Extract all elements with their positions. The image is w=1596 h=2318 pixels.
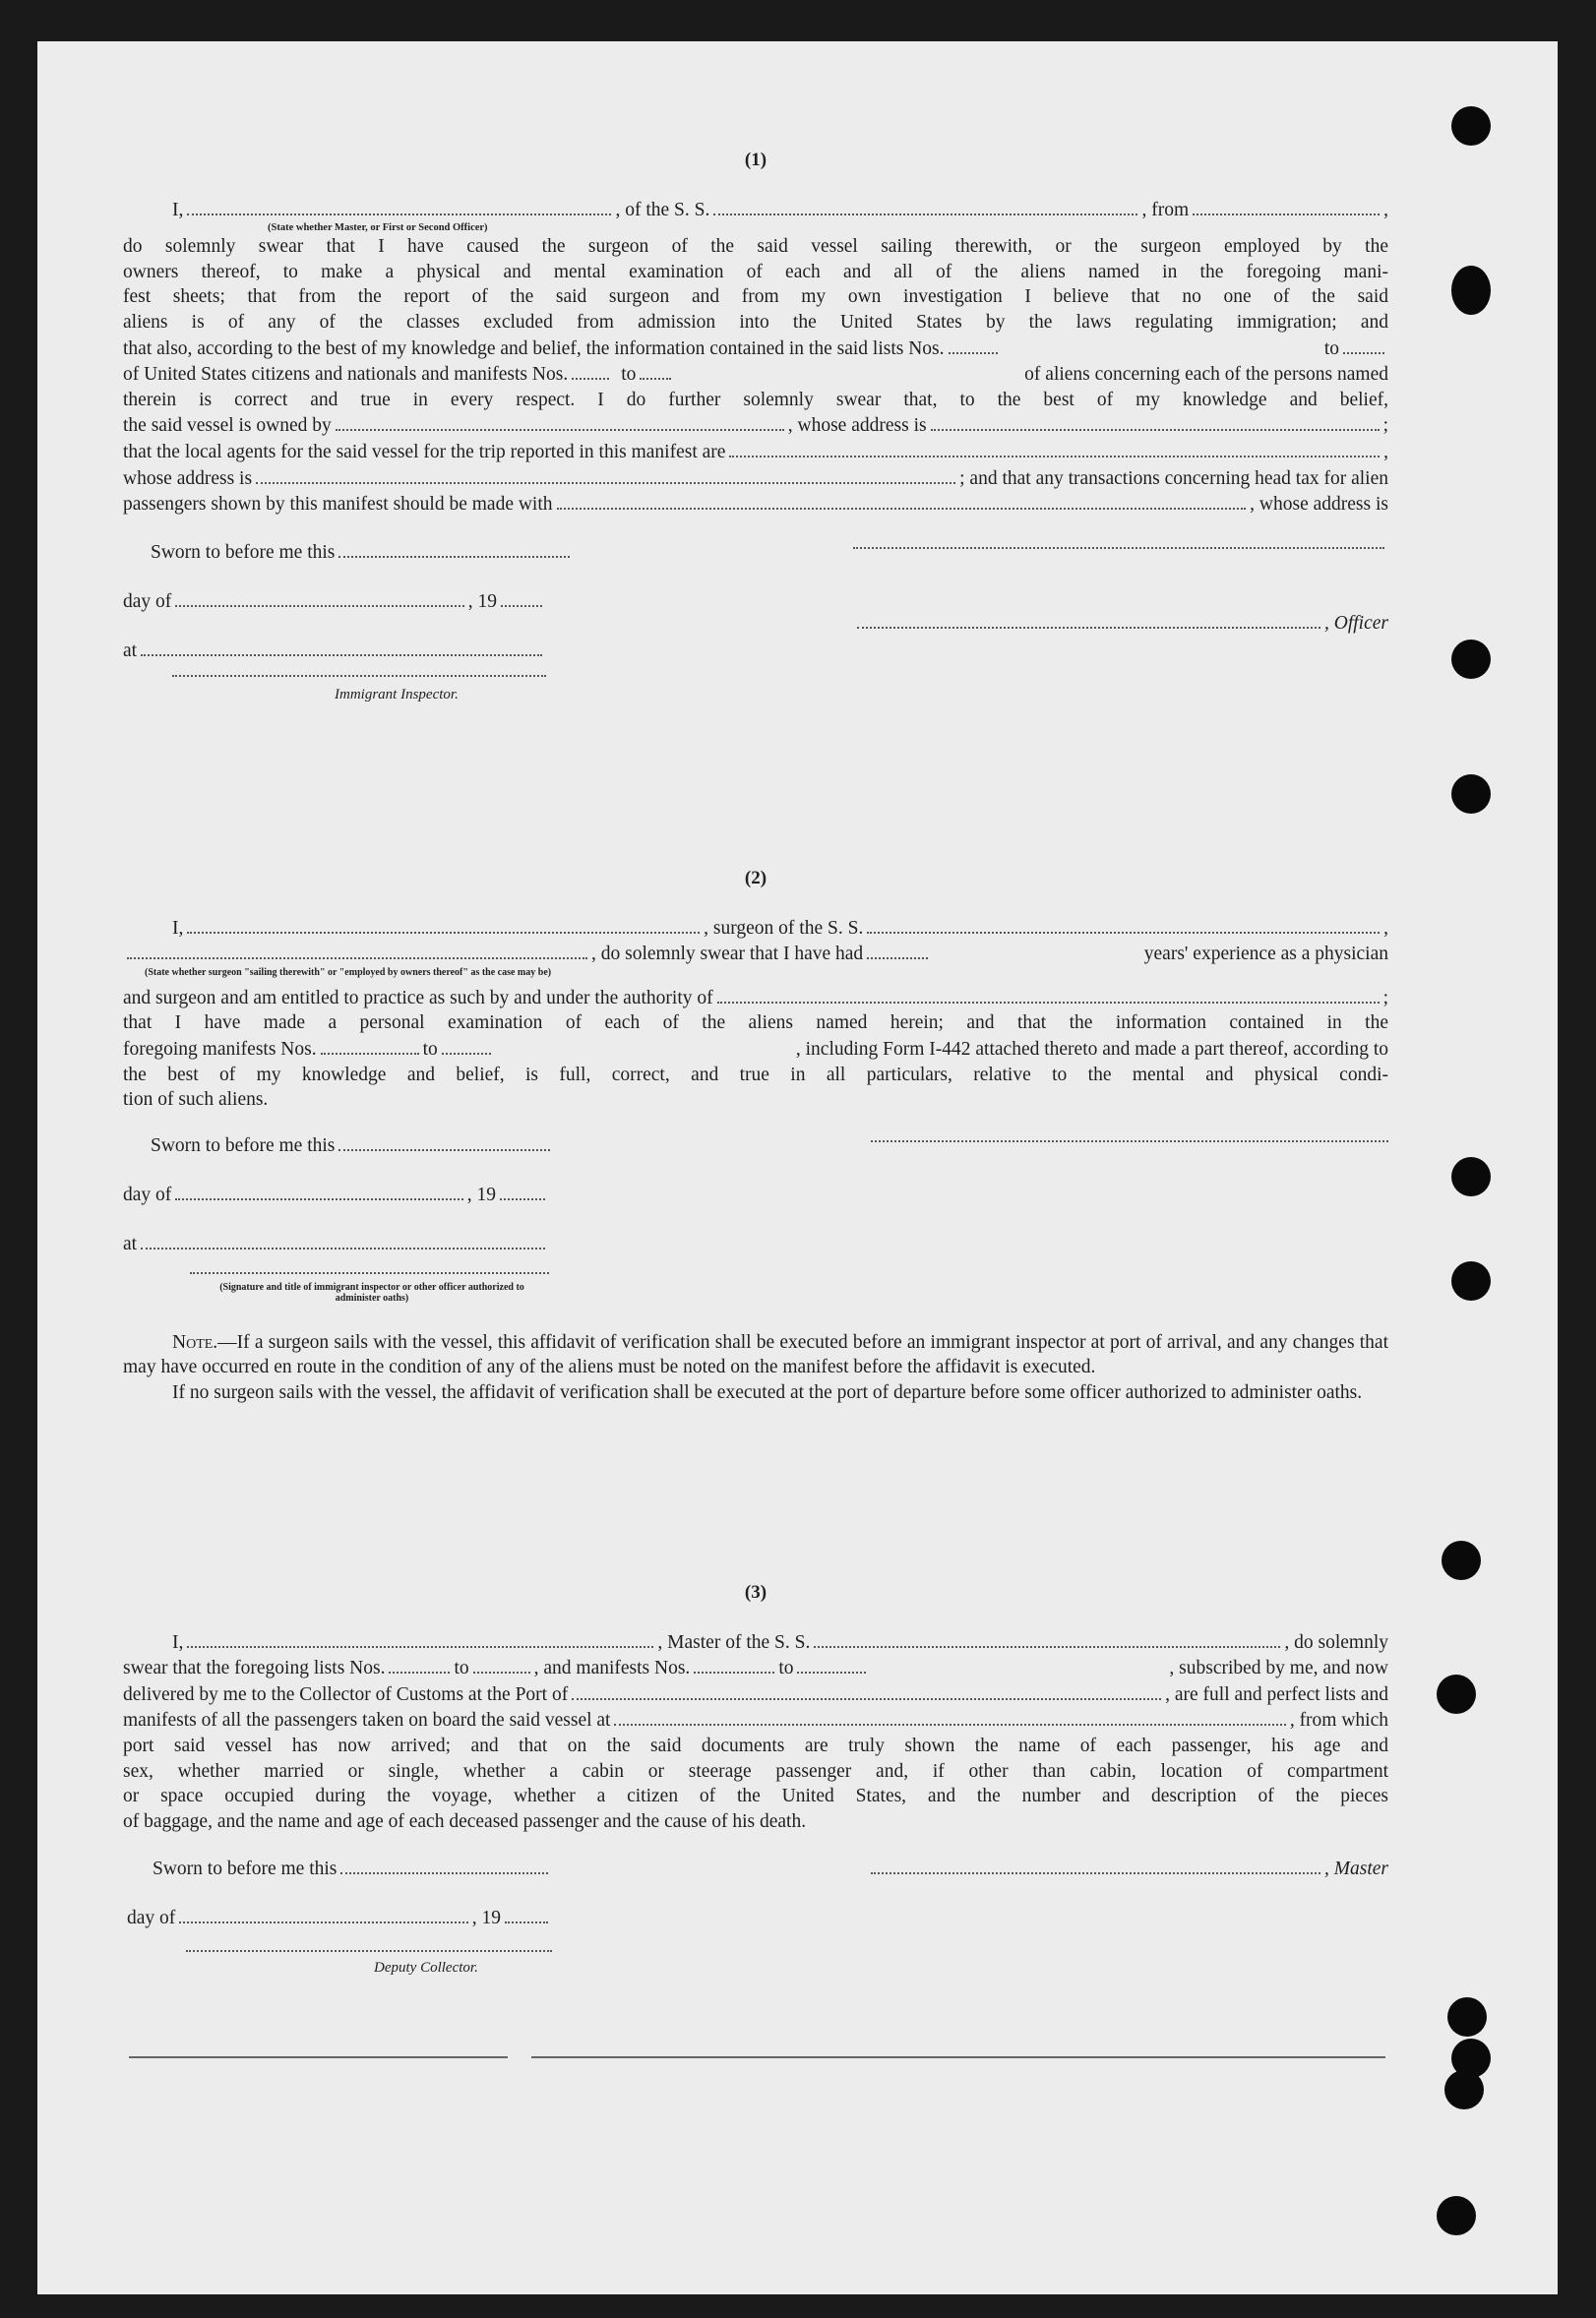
body-text: manifests of all the passengers taken on board the said vessel at [123,1710,611,1732]
comma: , [1383,199,1389,220]
body-text: years' experience as a physician [1143,944,1388,965]
body-line: fest sheets; that from the report of the said surgeon and from my own investigation I believe that no one of the said [123,286,1388,308]
manifests-to-field[interactable] [442,1036,491,1055]
sworn-date-field[interactable] [340,1856,548,1874]
lists-from-field[interactable] [389,1655,450,1674]
label-surgeon-of: , surgeon of the S. S. [704,917,864,939]
body-text: and surgeon and am entitled to practice as such by and under the authority of [123,987,713,1008]
note-label: Note. [172,1331,218,1353]
sworn-date-field[interactable] [338,539,570,558]
year-field[interactable] [501,588,542,607]
affidavit-master [123,148,1388,744]
officer-witness-field[interactable] [853,547,1384,549]
officer-label: , Officer [1324,612,1388,634]
section-number: (1) [744,150,767,170]
day-of-label: day of [123,590,172,612]
body-line: aliens is of any of the classes excluded from admission into the United States by the laws regulating immigration; and [123,311,1388,333]
at-place-field[interactable] [141,638,542,656]
body-text: foregoing manifests Nos. [123,1038,317,1060]
from-port-field[interactable] [1193,197,1380,215]
body-line: therein is correct and true in every respect. I do further solemnly swear that, to the best of my knowledge and belief, [123,389,1388,410]
punch-hole [1451,640,1491,679]
section-number: (2) [744,868,767,888]
body-text: ; [1382,987,1388,1008]
body-line: of baggage, and the name and age of each deceased passenger and the cause of his death. [123,1810,807,1832]
body-text: of aliens concerning each of the persons named [1024,364,1388,386]
lists-to-field[interactable] [1343,336,1384,354]
body-text: , from which [1289,1710,1388,1732]
lists-to-field[interactable] [473,1655,530,1674]
sworn-label: Sworn to before me this [151,1134,336,1156]
collector-label: Deputy Collector. [374,1960,478,1977]
sworn-label: Sworn to before me this [153,1859,338,1880]
officer-name-field[interactable] [187,197,611,215]
body-text: to [1323,337,1339,359]
agents-field[interactable] [729,439,1380,458]
officer-note: (State whether Master, or First or Second Officer) [268,222,488,234]
body-text: whose address is [123,467,253,489]
punch-hole [1451,774,1491,814]
year-label: , 19 [471,1908,501,1929]
year-field[interactable] [500,1182,545,1200]
month-field[interactable] [179,1905,467,1923]
label-from: , from [1141,199,1190,220]
body-text: that also, according to the best of my knowledge and belief, the information contained in the said lists Nos. [123,337,945,359]
body-text: swear that the foregoing lists Nos. [123,1658,386,1679]
body-text: , are full and perfect lists and [1165,1683,1388,1705]
manifests-to-field[interactable] [797,1655,866,1674]
punch-hole [1451,106,1491,146]
officer-signature-field[interactable] [857,610,1320,629]
affidavit-master-lists [123,1580,1388,1991]
body-text: , do solemnly swear that I have had [591,944,864,965]
body-text: , whose address is [1250,494,1388,516]
vessel-name-field[interactable] [713,197,1137,215]
agents-address-field[interactable] [256,465,955,484]
master-name-field[interactable] [187,1629,653,1648]
label-master-of: , Master of the S. S. [657,1631,811,1653]
surgeon-name-field[interactable] [187,915,700,934]
year-field[interactable] [505,1905,548,1923]
body-text: , do solemnly [1284,1631,1388,1653]
note-paragraph-2: If no surgeon sails with the vessel, the affidavit of verification shall be executed at the port of departure before some officer authorized to administer oaths. [172,1381,1363,1403]
body-text: to [778,1658,794,1679]
manifests-from-field[interactable] [572,361,609,380]
label-i: I, [172,917,184,939]
port-field[interactable] [572,1681,1161,1700]
body-line: port said vessel has now arrived; and that on the said documents are truly shown the name of each passenger, his age and [123,1735,1388,1756]
body-text: delivered by me to the Collector of Customs at the Port of [123,1683,569,1705]
at-label: at [123,640,138,661]
body-text: to [422,1038,438,1060]
body-text: the said vessel is owned by [123,415,332,437]
years-field[interactable] [867,941,928,959]
body-text: to [454,1658,469,1679]
body-line: sex, whether married or single, whether a cabin or steerage passenger and, if other than cabin, location of compartment [123,1760,1388,1782]
owner-field[interactable] [336,412,784,431]
manifests-from-field[interactable] [694,1655,774,1674]
master-label: , Master [1324,1859,1388,1880]
day-of-label: day of [127,1908,176,1929]
body-line: that I have made a personal examination of each of the aliens named herein; and that the information contained in the [123,1012,1388,1034]
punch-hole [1437,2196,1476,2235]
section-number: (3) [744,1582,767,1603]
body-line: do solemnly swear that I have caused the surgeon of the said vessel sailing therewith, or the surgeon employed by the [123,236,1388,258]
body-text: ; and that any transactions concerning head tax for alien [959,467,1388,489]
label-of-ss: , of the S. S. [615,199,710,220]
signature-note: (Signature and title of immigrant inspector or other officer authorized to administer oaths) [219,1281,524,1304]
divider-line [129,2056,508,2058]
surgeon-note: (State whether surgeon "sailing therewith" or "employed by owners thereof" as the case may be) [145,966,552,978]
punch-hole [1447,1997,1487,2037]
sworn-date-field[interactable] [338,1132,550,1151]
body-text: to [621,364,637,386]
affidavit-surgeon [123,866,1388,1406]
body-text: , [1383,441,1388,462]
inspector-label: Immigrant Inspector. [335,686,459,702]
owner-address-field[interactable] [931,412,1380,431]
manifests-to-field[interactable] [640,361,671,380]
comma: , [1383,917,1388,939]
authority-field[interactable] [717,985,1380,1004]
vessel-name-field[interactable] [867,915,1380,934]
sworn-label: Sworn to before me this [151,541,336,563]
punch-hole [1451,266,1491,315]
at-place-field[interactable] [141,1231,545,1250]
body-text: ; [1382,415,1389,437]
label-i: I, [172,1631,184,1653]
note-text: —If a surgeon sails with the vessel, this affidavit of verification shall be executed before an immigrant inspector at port of arrival, and any changes that may have occurred en route in the condition of any of the aliens must be noted on the manifest before the affidavit is executed. [123,1331,1388,1378]
body-text: , and manifests Nos. [533,1658,691,1679]
boarding-port-field[interactable] [614,1707,1285,1726]
body-text: , including Form I-442 attached thereto and made a part thereof, according to [795,1038,1388,1060]
witness-signature-field[interactable] [190,1272,549,1274]
inspector-signature-field[interactable] [172,675,546,677]
punch-hole [1451,1261,1491,1301]
vessel-name-field[interactable] [814,1629,1280,1648]
divider-line [531,2056,1385,2058]
collector-signature-field[interactable] [186,1950,552,1952]
punch-hole [1444,2070,1484,2109]
body-text: passengers shown by this manifest should be made with [123,494,553,516]
month-field[interactable] [175,588,463,607]
punch-hole [1451,1157,1491,1196]
head-tax-field[interactable] [557,491,1247,510]
punch-hole [1442,1541,1481,1580]
manifests-from-field[interactable] [321,1036,419,1055]
day-of-label: day of [123,1184,172,1205]
punch-hole [1437,1675,1476,1714]
lists-from-field[interactable] [949,336,998,354]
body-line: the best of my knowledge and belief, is full, correct, and true in all particulars, relative to the mental and physical condi- [123,1064,1388,1085]
year-label: , 19 [466,1184,496,1205]
year-label: , 19 [467,590,497,612]
surgeon-signature-field[interactable] [871,1140,1388,1142]
surgeon-type-field[interactable] [127,941,587,959]
body-line: or space occupied during the voyage, whether a citizen of the United States, and the number and description of the pieces [123,1786,1388,1807]
body-text: , whose address is [787,415,927,437]
master-signature-field[interactable] [871,1856,1320,1874]
at-label: at [123,1233,138,1254]
body-text: of United States citizens and nationals and manifests Nos. [123,364,569,386]
month-field[interactable] [175,1182,462,1200]
body-line: tion of such aliens. [123,1089,269,1111]
body-text: that the local agents for the said vessel for the trip reported in this manifest are [123,441,726,462]
body-text: , subscribed by me, and now [1169,1658,1388,1679]
body-line: owners thereof, to make a physical and mental examination of each and all of the aliens named in the foregoing mani- [123,261,1388,282]
label-i: I, [172,199,184,220]
